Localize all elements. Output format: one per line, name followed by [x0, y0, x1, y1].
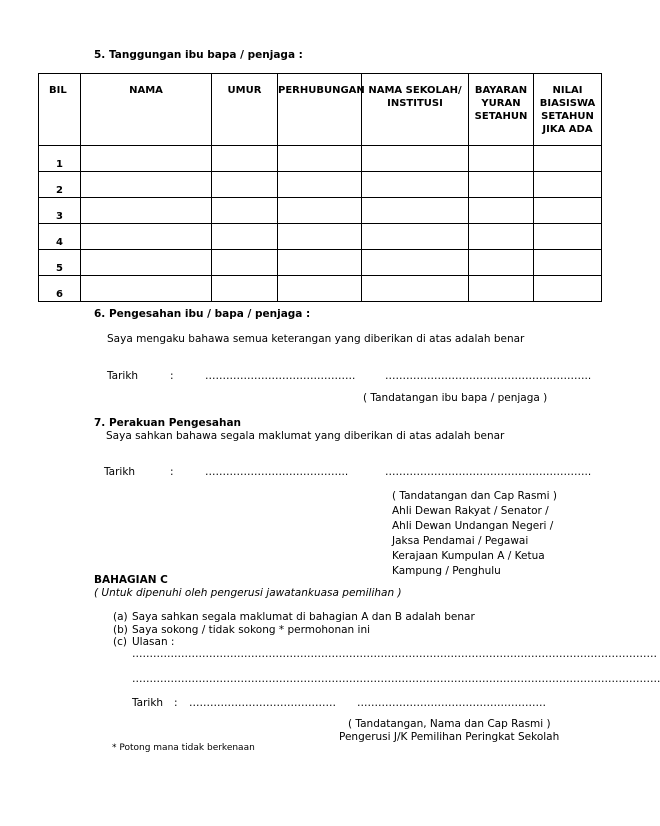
section6-date-colon: : — [170, 370, 174, 382]
header-nama-sekolah: NAMA SEKOLAH/ INSTITUSI — [362, 74, 469, 146]
table-row — [39, 224, 602, 250]
sectionC-subtitle: ( Untuk dipenuhi oleh pengerusi jawatankuasa pemilihan ) — [94, 587, 402, 599]
section7-date-colon: : — [170, 466, 174, 478]
row-number: 3 — [39, 198, 81, 224]
sectionC-signature-title: Pengerusi J/K Pemilihan Peringkat Sekolah — [339, 731, 560, 743]
sectionC-comment-line-1[interactable]: …………………………………………………………………………………………………………………………………… — [132, 648, 657, 660]
section7-date-label: Tarikh — [104, 466, 136, 478]
cell-yuran[interactable] — [469, 250, 534, 276]
cell-perhubungan[interactable] — [278, 224, 362, 250]
cell-nama[interactable] — [81, 224, 212, 250]
table-row — [39, 250, 602, 276]
cell-sekolah[interactable] — [362, 250, 469, 276]
sectionC-item-b-marker: (b) — [113, 624, 128, 636]
cell-umur[interactable] — [212, 146, 278, 172]
table-row — [39, 172, 602, 198]
section6-statement: Saya mengaku bahawa semua keterangan yang diberikan di atas adalah benar — [107, 333, 525, 345]
cell-umur[interactable] — [212, 198, 278, 224]
signature-line: Kerajaan Kumpulan A / Ketua — [392, 550, 545, 562]
cell-perhubungan[interactable] — [278, 250, 362, 276]
cell-perhubungan[interactable] — [278, 172, 362, 198]
header-umur: UMUR — [212, 74, 278, 146]
cell-yuran[interactable] — [469, 172, 534, 198]
section6-date-label: Tarikh — [107, 370, 139, 382]
header-bil: BIL — [39, 74, 81, 146]
sectionC-comment-line-2[interactable]: ……………………………………………………………………………………………………………………………………. — [132, 673, 660, 685]
cell-biasiswa[interactable] — [534, 146, 602, 172]
header-nilai-biasiswa: NILAI BIASISWA SETAHUN JIKA ADA — [534, 74, 602, 146]
section7-title: 7. Perakuan Pengesahan — [94, 417, 242, 429]
signature-line: ( Tandatangan dan Cap Rasmi ) — [392, 490, 558, 502]
table-row — [39, 276, 602, 302]
row-number: 4 — [39, 224, 81, 250]
cell-biasiswa[interactable] — [534, 172, 602, 198]
table-row — [39, 146, 602, 172]
cell-yuran[interactable] — [469, 276, 534, 302]
sectionC-date-colon: : — [174, 697, 178, 709]
cell-yuran[interactable] — [469, 198, 534, 224]
sectionC-title: BAHAGIAN C — [94, 574, 168, 586]
cell-nama[interactable] — [81, 172, 212, 198]
cell-umur[interactable] — [212, 276, 278, 302]
signature-line: Jaksa Pendamai / Pegawai — [392, 535, 529, 547]
cell-biasiswa[interactable] — [534, 250, 602, 276]
sectionC-signature-label: ( Tandatangan, Nama dan Cap Rasmi ) — [348, 718, 551, 730]
table-header-row — [39, 74, 602, 146]
cell-sekolah[interactable] — [362, 198, 469, 224]
sectionC-item-a-text: Saya sahkan segala maklumat di bahagian A dan B adalah benar — [132, 611, 475, 623]
cell-sekolah[interactable] — [362, 146, 469, 172]
cell-umur[interactable] — [212, 224, 278, 250]
section7-date-field[interactable]: ………………………………….. — [205, 466, 349, 478]
signature-line: Kampung / Penghulu — [392, 565, 501, 577]
cell-biasiswa[interactable] — [534, 224, 602, 250]
sectionC-item-b-text[interactable]: Saya sokong / tidak sokong * permohonan ini — [132, 624, 371, 636]
section7-signature-block — [392, 489, 557, 579]
section7-signature-field[interactable]: ………………………………………………….. — [385, 466, 592, 478]
header-perhubungan: PERHUBUNGAN — [278, 74, 362, 146]
cell-perhubungan[interactable] — [278, 276, 362, 302]
section6-date-field[interactable]: ……………………………………. — [205, 370, 356, 382]
cell-biasiswa[interactable] — [534, 198, 602, 224]
cell-umur[interactable] — [212, 250, 278, 276]
section6-signature-field[interactable]: ………………………………………………….. — [385, 370, 592, 382]
dependents-table — [38, 73, 602, 302]
row-number: 6 — [39, 276, 81, 302]
row-number: 2 — [39, 172, 81, 198]
cell-nama[interactable] — [81, 198, 212, 224]
cell-sekolah[interactable] — [362, 276, 469, 302]
row-number: 1 — [39, 146, 81, 172]
section7-statement: Saya sahkan bahawa segala maklumat yang diberikan di atas adalah benar — [106, 430, 505, 442]
cell-biasiswa[interactable] — [534, 276, 602, 302]
header-bayaran-yuran: BAYARAN YURAN SETAHUN — [469, 74, 534, 146]
signature-line: Ahli Dewan Rakyat / Senator / — [392, 505, 549, 517]
cell-perhubungan[interactable] — [278, 146, 362, 172]
row-number: 5 — [39, 250, 81, 276]
section6-signature-label: ( Tandatangan ibu bapa / penjaga ) — [363, 392, 548, 404]
signature-line: Ahli Dewan Undangan Negeri / — [392, 520, 554, 532]
section6-title: 6. Pengesahan ibu / bapa / penjaga : — [94, 308, 311, 320]
footnote: * Potong mana tidak berkenaan — [112, 743, 255, 753]
header-nama: NAMA — [81, 74, 212, 146]
sectionC-item-c-marker: (c) — [113, 636, 127, 648]
cell-umur[interactable] — [212, 172, 278, 198]
cell-perhubungan[interactable] — [278, 198, 362, 224]
cell-nama[interactable] — [81, 250, 212, 276]
cell-yuran[interactable] — [469, 146, 534, 172]
sectionC-signature-field[interactable]: ……………………………………………… — [357, 697, 546, 709]
sectionC-item-a-marker: (a) — [113, 611, 128, 623]
cell-nama[interactable] — [81, 276, 212, 302]
cell-yuran[interactable] — [469, 224, 534, 250]
cell-sekolah[interactable] — [362, 224, 469, 250]
sectionC-date-field[interactable]: …………………………………… — [189, 697, 336, 709]
table-row — [39, 198, 602, 224]
sectionC-date-label: Tarikh — [132, 697, 164, 709]
section5-title: 5. Tanggungan ibu bapa / penjaga : — [94, 49, 303, 61]
cell-nama[interactable] — [81, 146, 212, 172]
sectionC-item-c-text: Ulasan : — [132, 636, 175, 648]
cell-sekolah[interactable] — [362, 172, 469, 198]
